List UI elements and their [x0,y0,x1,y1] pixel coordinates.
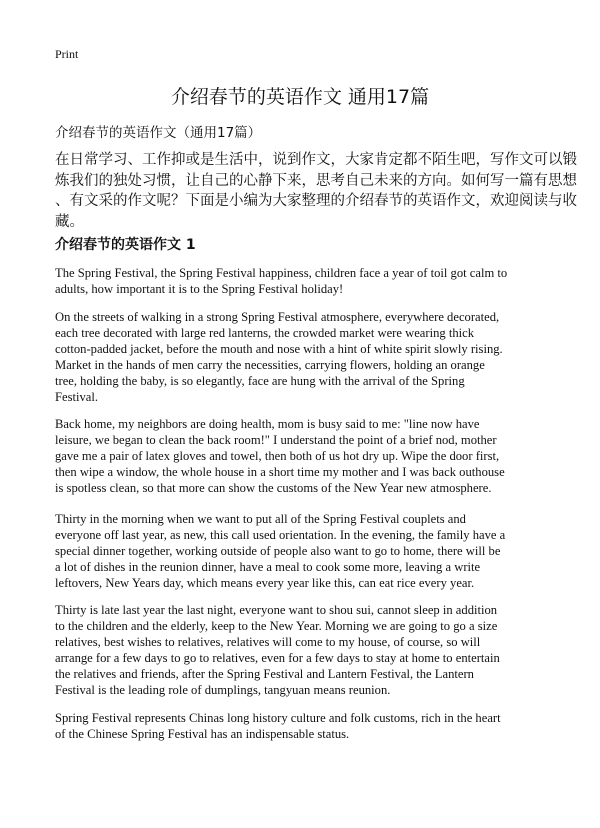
paragraph-line: leisure, we began to clean the back room!" I understand the point of a brief nod, mother [55,433,497,447]
paragraph-line: cotton-padded jacket, before the mouth and nose with a hint of white spirit slowly rising. [55,342,503,356]
paragraph-line: leftovers, New Years day, which means every year like this, can eat rice every year. [55,576,475,590]
body-paragraph [55,309,503,405]
print-link[interactable]: Print [55,47,79,61]
paragraph-line: gave me a pair of latex gloves and towel, then both of us hot dry up. Wipe the door first, [55,449,500,463]
subtitle: 介绍春节的英语作文（通用17篇） [55,125,262,141]
intro-paragraph [55,150,577,232]
body-paragraph [55,265,507,297]
body-paragraph [55,602,500,698]
paragraph-line: Festival is the leading role of dumplings, tangyuan means reunion. [55,683,391,697]
paragraph-line: each tree decorated with large red lanterns, the crowded market were wearing thick [55,326,475,340]
paragraph-line: then wipe a window, the whole house in a short time my mother and I was back outhouse [55,465,505,479]
body-paragraph [55,710,501,742]
paragraph-line: Thirty is late last year the last night, everyone want to shou sui, cannot sleep in addition [55,603,498,617]
intro-line: 藏。 [55,213,84,230]
intro-line: 炼我们的独处习惯，让自己的心静下来，思考自己未来的方向。如何写一篇有思想 [55,172,577,189]
body-paragraph [55,416,505,496]
section-heading: 介绍春节的英语作文 1 [55,237,196,253]
paragraph-line: Festival. [55,390,99,404]
paragraph-line: the relatives and friends, after the Spring Festival and Lantern Festival, the Lantern [55,667,474,681]
paragraph-line: adults, how important it is to the Spring Festival holiday! [55,282,344,296]
paragraph-line: is spotless clean, so that more can show the customs of the New Year new atmosphere. [55,481,492,495]
page-title: 介绍春节的英语作文 通用17篇 [170,86,430,108]
paragraph-line: everyone off last year, as new, this call used orientation. In the evening, the family have a [55,528,506,542]
paragraph-line: tree, holding the baby, is so elegantly, face are hung with the arrival of the Spring [55,374,465,388]
paragraph-line: relatives, best wishes to relatives, relatives will come to my house, of course, so will [55,635,481,649]
paragraph-line: special dinner together, working outside of people also want to go to home, there will be [55,544,501,558]
paragraph-line: On the streets of walking in a strong Spring Festival atmosphere, everywhere decorated, [55,310,500,324]
paragraph-line: arrange for a few days to go to relatives, even for a few days to stay at home to entertain [55,651,500,665]
paragraph-line: Thirty in the morning when we want to put all of the Spring Festival couplets and [55,512,466,526]
paragraph-line: Spring Festival represents Chinas long history culture and folk customs, rich in the heart [55,711,501,725]
paragraph-line: to the children and the elderly, keep to the New Year. Morning we are going to go a size [55,619,498,633]
paragraph-line: Market in the hands of men carry the necessities, carrying flowers, holding an orange [55,358,485,372]
intro-line: 、有文采的作文呢？下面是小编为大家整理的介绍春节的英语作文，欢迎阅读与收 [55,193,577,209]
paragraph-line: of the Chinese Spring Festival has an indispensable status. [55,727,350,741]
body-paragraph [55,511,505,591]
paragraph-line: The Spring Festival, the Spring Festival happiness, children face a year of toil got calm to [55,266,508,280]
paragraph-line: Back home, my neighbors are doing health, mom is busy said to me: "line now have [55,417,480,431]
intro-line: 在日常学习、工作抑或是生活中，说到作文，大家肯定都不陌生吧，写作文可以锻 [55,152,577,168]
paragraph-line: a lot of dishes in the reunion dinner, have a meal to cook some more, leaving a write [55,560,481,574]
